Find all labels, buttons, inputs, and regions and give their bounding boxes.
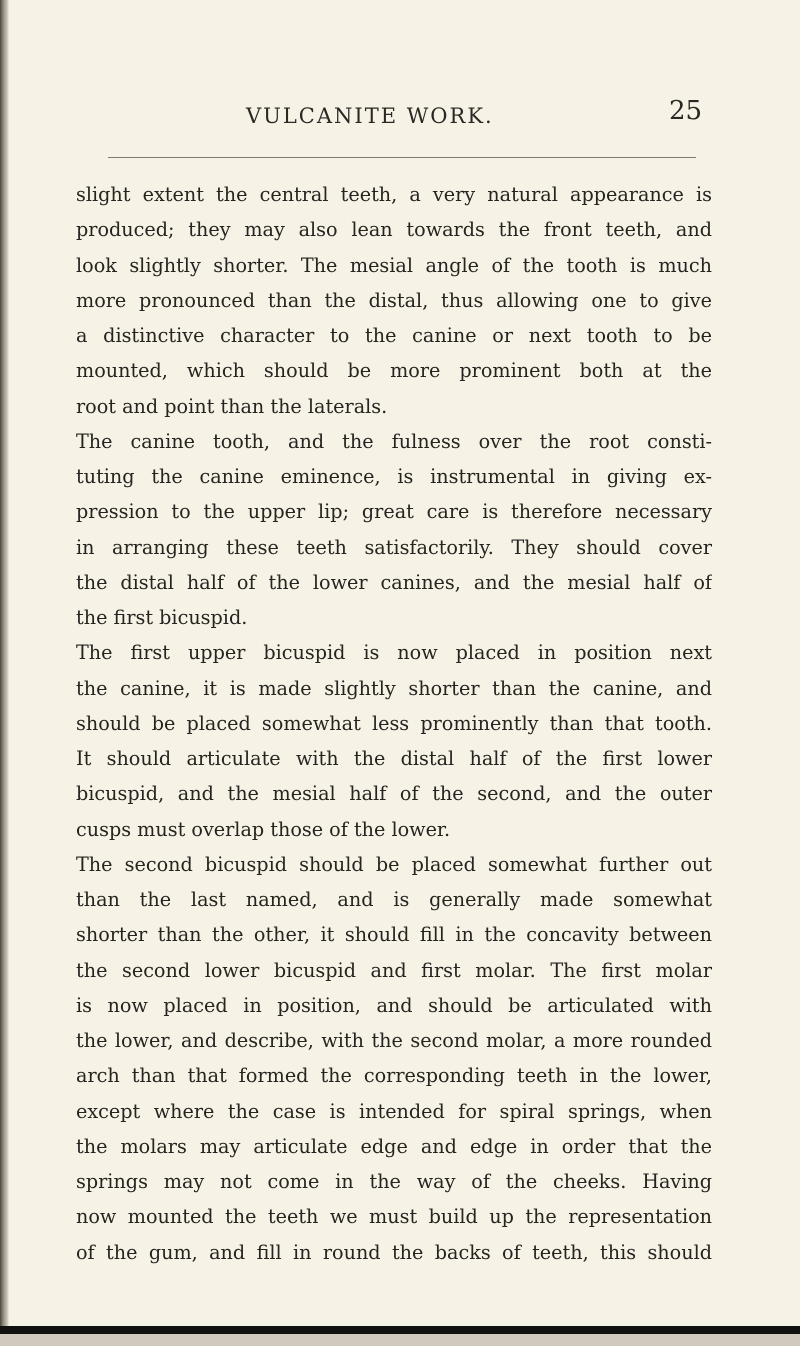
text-line: The canine tooth, and the fulness over the root consti- bbox=[76, 429, 712, 453]
text-line: pression to the upper lip; great care is therefore necessary bbox=[76, 500, 712, 524]
text-line: the first bicuspid. bbox=[76, 606, 248, 629]
page-header bbox=[0, 96, 800, 136]
text-line: should be placed somewhat less prominently than that tooth. bbox=[76, 711, 712, 735]
text-line: arch than that formed the corresponding teeth in the lower, bbox=[76, 1064, 712, 1088]
text-line: springs may not come in the way of the cheeks. Having bbox=[76, 1170, 712, 1193]
text-line: The first upper bicuspid is now placed in position next bbox=[76, 641, 712, 665]
bottom-page-edge bbox=[0, 1334, 800, 1346]
text-line: root and point than the laterals. bbox=[76, 394, 388, 418]
header-rule bbox=[108, 157, 696, 158]
text-line: the second lower bicuspid and first molar. The first molar bbox=[76, 958, 712, 982]
text-line: bicuspid, and the mesial half of the second, and the outer bbox=[76, 782, 712, 806]
text-line: of the gum, and fill in round the backs of teeth, this should bbox=[76, 1240, 712, 1264]
text-line: slight extent the central teeth, a very natural appearance is bbox=[76, 183, 712, 206]
text-line: produced; they may also lean towards the front teeth, and bbox=[76, 218, 712, 242]
text-line: than the last named, and is generally made somewhat bbox=[76, 888, 712, 911]
text-line: the molars may articulate edge and edge in order that the bbox=[76, 1134, 712, 1158]
running-head: VULCANITE WORK. bbox=[246, 104, 494, 128]
body-text bbox=[76, 177, 712, 1270]
page-number: 25 bbox=[669, 96, 703, 126]
text-line: now mounted the teeth we must build up the representation bbox=[76, 1205, 712, 1229]
text-line: the lower, and describe, with the second molar, a more rounded bbox=[76, 1029, 712, 1052]
bottom-border-bar bbox=[0, 1326, 800, 1334]
text-line: The second bicuspid should be placed somewhat further out bbox=[76, 852, 712, 876]
text-line: a distinctive character to the canine or next tooth to be bbox=[76, 324, 712, 347]
text-line: shorter than the other, it should fill in the concavity between bbox=[76, 923, 712, 947]
text-line: mounted, which should be more prominent both at the bbox=[76, 359, 712, 383]
text-line: tuting the canine eminence, is instrumental in giving ex- bbox=[76, 465, 712, 488]
text-line: in arranging these teeth satisfactorily. They should cover bbox=[76, 535, 712, 559]
page-spine-shadow bbox=[0, 0, 9, 1346]
text-line: more pronounced than the distal, thus allowing one to give bbox=[76, 288, 712, 312]
text-line: the canine, it is made slightly shorter than the canine, and bbox=[76, 676, 712, 700]
text-line: is now placed in position, and should be articulated with bbox=[76, 993, 712, 1017]
text-line: cusps must overlap those of the lower. bbox=[76, 817, 451, 841]
text-line: the distal half of the lower canines, and the mesial half of bbox=[76, 570, 712, 594]
text-line: look slightly shorter. The mesial angle of the tooth is much bbox=[76, 253, 712, 277]
text-line: It should articulate with the distal half of the first lower bbox=[76, 747, 712, 770]
text-line: except where the case is intended for spiral springs, when bbox=[76, 1099, 712, 1123]
